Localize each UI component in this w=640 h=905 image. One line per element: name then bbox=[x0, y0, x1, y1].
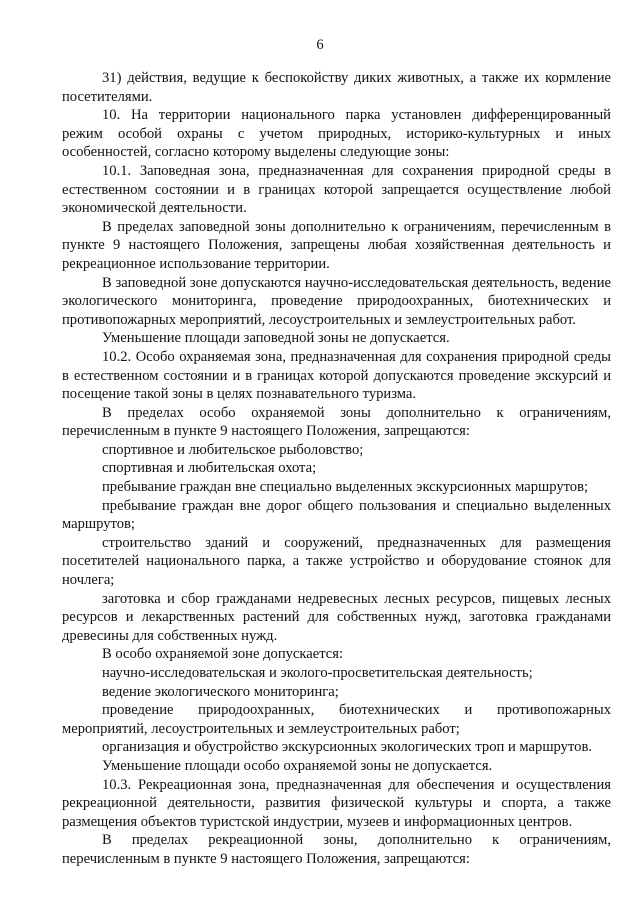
paragraph: Уменьшение площади заповедной зоны не допускается. bbox=[102, 330, 450, 347]
paragraph: 10.2. Особо охраняемая зона, предназначенная для сохранения природной среды в естественном состоянии и в границах которой допускаются проведение экскурсий и посещение такой зоны в целях познавательного туризма. bbox=[62, 348, 611, 403]
paragraph: В пределах заповедной зоны дополнительно к ограничениям, перечисленным в пункте 9 настоящего Положения, запрещены любая хозяйственная деятельность и рекреационное использование территории. bbox=[62, 218, 611, 272]
paragraph: 10. На территории национального парка установлен дифференцированный режим особой охраны с учетом природных, историко-культурных и иных особенностей, согласно которому выделены следующие зоны: bbox=[62, 107, 611, 161]
list-item: пребывание граждан вне дорог общего пользования и специально выделенных маршрутов; bbox=[62, 497, 611, 533]
list-item: спортивная и любительская охота; bbox=[102, 460, 317, 477]
page-number: 6 bbox=[316, 37, 324, 53]
paragraph: 10.3. Рекреационная зона, предназначенная для обеспечения и осуществления рекреационной деятельности, развития физической культуры и спорта, а также размещения объектов туристской индустрии, музеев и информационных центров. bbox=[62, 776, 611, 830]
list-item: организация и обустройство экскурсионных экологических троп и маршрутов. bbox=[102, 739, 592, 756]
list-item: проведение природоохранных, биотехнических и противопожарных мероприятий, лесоустроительных и землеустроительных работ; bbox=[62, 702, 611, 737]
paragraph: Уменьшение площади особо охраняемой зоны не допускается. bbox=[102, 757, 493, 774]
list-item: ведение экологического мониторинга; bbox=[102, 683, 339, 700]
list-item: заготовка и сбор гражданами недревесных лесных ресурсов, пищевых лесных ресурсов и лекарственных растений для собственных нужд, заготовка гражданами древесины для собственных нужд. bbox=[62, 590, 611, 644]
paragraph: В особо охраняемой зоне допускается: bbox=[102, 646, 344, 663]
list-item: строительство зданий и сооружений, предназначенных для размещения посетителей национального парка, а также устройство и оборудование стоянок для ночлега; bbox=[62, 534, 611, 589]
paragraph: В заповедной зоне допускаются научно-исследовательская деятельность, ведение экологического мониторинга, проведение природоохранных, биотехнических и противопожарных мероприятий, лесоустроительных и землеустроительных работ. bbox=[62, 274, 611, 328]
document-body bbox=[62, 69, 611, 869]
list-item: научно-исследовательская и эколого-просветительская деятельность; bbox=[102, 665, 533, 681]
paragraph: 31) действия, ведущие к беспокойству диких животных, а также их кормление посетителями. bbox=[62, 70, 611, 105]
paragraph: 10.1. Заповедная зона, предназначенная для сохранения природной среды в естественном состоянии и в границах которой запрещается осуществление любой экономической деятельности. bbox=[62, 162, 611, 217]
list-item: спортивное и любительское рыболовство; bbox=[102, 441, 364, 458]
paragraph: В пределах особо охраняемой зоны дополнительно к ограничениям, перечисленным в пункте 9 настоящего Положения, запрещаются: bbox=[62, 404, 611, 440]
paragraph: В пределах рекреационной зоны, дополнительно к ограничениям, перечисленным в пункте 9 настоящего Положения, запрещаются: bbox=[62, 832, 611, 867]
list-item: пребывание граждан вне специально выделенных экскурсионных маршрутов; bbox=[102, 479, 589, 496]
